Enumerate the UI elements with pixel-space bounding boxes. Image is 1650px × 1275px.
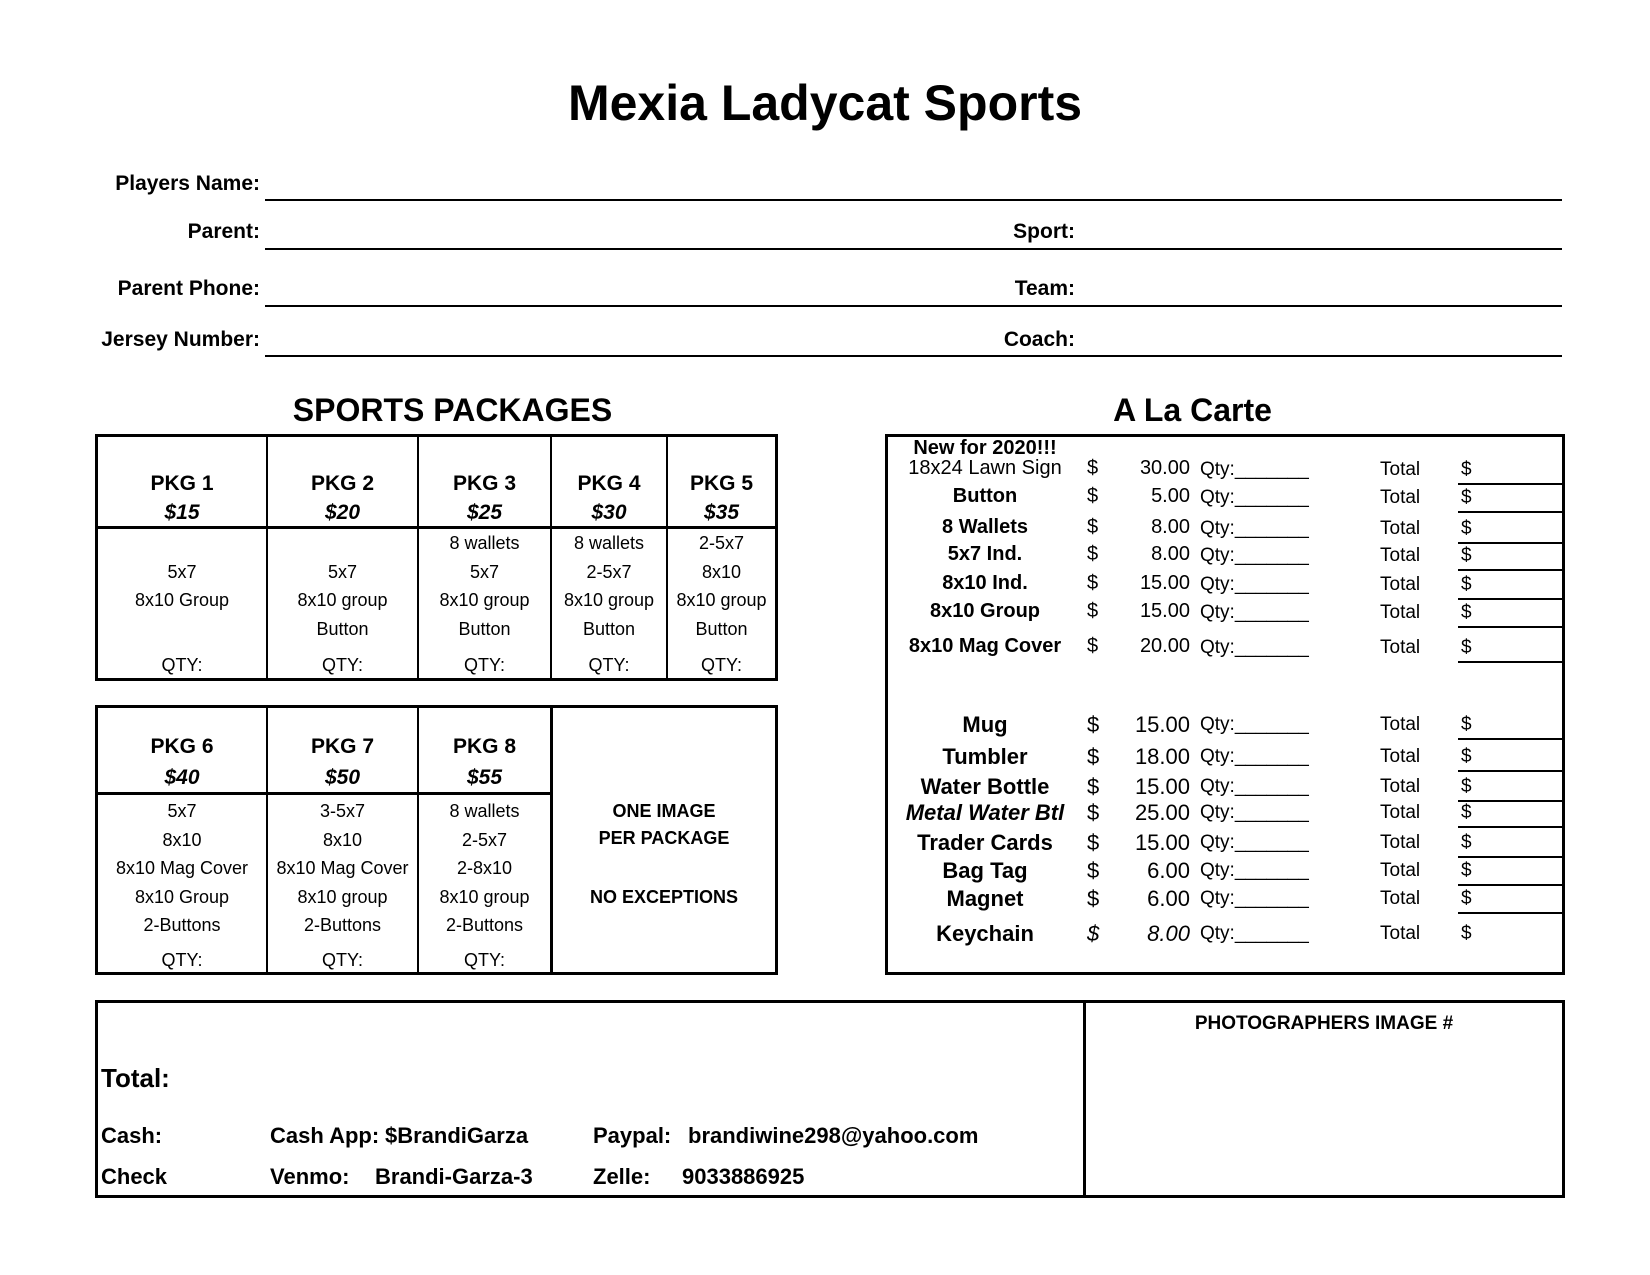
item-name: Water Bottle <box>920 774 1050 799</box>
check-label: Check <box>101 1164 168 1189</box>
package-price: $15 <box>164 501 200 524</box>
cashapp-value: $BrandiGarza <box>385 1123 529 1148</box>
qty-field[interactable]: Qty:_______ <box>1200 545 1309 566</box>
package-item: 8x10 Mag Cover <box>276 858 409 878</box>
item-name: 8x10 Ind. <box>942 572 1028 594</box>
package-item: 8x10 group <box>563 590 655 610</box>
package-item <box>98 529 266 558</box>
sport-label: Sport: <box>1013 220 1075 243</box>
package-item: 8 wallets <box>449 801 520 821</box>
venmo-value: Brandi-Garza-3 <box>375 1164 533 1189</box>
package-contents <box>268 529 417 643</box>
qty-field[interactable]: Qty:_______ <box>1200 459 1309 480</box>
package-contents <box>98 797 266 940</box>
dollar-sign: $ <box>1087 600 1099 622</box>
item-price: 15.00 <box>1134 830 1190 855</box>
item-name: 5x7 Ind. <box>947 543 1023 565</box>
package-pkg-5 <box>668 469 775 527</box>
package-item: 8x10 group <box>439 886 530 907</box>
dollar-sign: $ <box>1087 886 1100 911</box>
item-name: 8 Wallets <box>942 516 1028 538</box>
a-la-carte-row <box>885 886 1565 916</box>
packages-table-1 <box>95 434 778 681</box>
total-dollar-sign: $ <box>1461 637 1472 658</box>
total-label: Total <box>1380 637 1421 658</box>
qty-field[interactable]: Qty:_______ <box>1200 714 1309 735</box>
cash-label: Cash: <box>101 1123 163 1148</box>
package-item: 5x7 <box>327 561 358 582</box>
package-item: 8x10 <box>322 829 363 850</box>
qty-label[interactable]: QTY: <box>161 950 203 970</box>
new-for-2020-label: New for 2020!!! <box>913 437 1057 459</box>
packages-table-2 <box>95 705 778 975</box>
item-price: 8.00 <box>1147 921 1190 946</box>
dollar-sign: $ <box>1087 858 1100 883</box>
qty-label[interactable]: QTY: <box>700 655 742 675</box>
package-contents <box>552 529 666 643</box>
package-item: 8x10 Group <box>134 886 230 907</box>
package-item: 8 wallets <box>573 533 645 553</box>
parent-field[interactable] <box>265 248 1562 250</box>
a-la-carte-row <box>885 744 1565 774</box>
package-item: 8x10 Group <box>134 590 230 610</box>
qty-label[interactable]: QTY: <box>161 655 203 675</box>
package-name: PKG 2 <box>310 472 375 495</box>
qty-field[interactable]: Qty:_______ <box>1200 776 1309 797</box>
package-item: 2-Buttons <box>303 915 382 935</box>
zelle-value: 9033886925 <box>682 1164 805 1189</box>
qty-field[interactable]: Qty:_______ <box>1200 637 1309 658</box>
total-label: Total <box>1380 746 1421 767</box>
total-field[interactable] <box>1458 626 1562 628</box>
dollar-sign: $ <box>1087 712 1100 737</box>
package-item: 2-Buttons <box>143 915 221 935</box>
package-item: Button <box>458 618 511 639</box>
package-pkg-1 <box>98 469 266 527</box>
package-price: $25 <box>466 501 503 524</box>
total-field[interactable] <box>1458 661 1562 663</box>
package-item: 8x10 group <box>676 590 767 610</box>
item-price: 6.00 <box>1147 886 1190 911</box>
total-field[interactable] <box>1458 569 1562 571</box>
a-la-carte-row <box>885 830 1565 860</box>
qty-label[interactable]: QTY: <box>463 950 505 970</box>
item-name: Tumbler <box>942 744 1028 769</box>
qty-field[interactable]: Qty:_______ <box>1200 574 1309 595</box>
total-dollar-sign: $ <box>1461 518 1472 539</box>
package-item: 2-8x10 <box>456 858 513 878</box>
total-label: Total <box>1380 860 1421 881</box>
dollar-sign: $ <box>1087 744 1100 769</box>
package-pkg-8 <box>419 730 550 792</box>
package-notice-line-1: ONE IMAGE <box>612 801 716 821</box>
package-contents <box>419 529 550 643</box>
item-price: 15.00 <box>1134 774 1190 799</box>
package-name: PKG 8 <box>452 735 517 758</box>
item-price: 20.00 <box>1139 635 1190 657</box>
package-item: 8x10 <box>162 829 202 850</box>
package-contents <box>419 797 550 940</box>
package-item: 3-5x7 <box>319 801 366 821</box>
total-dollar-sign: $ <box>1461 602 1472 623</box>
cashapp-label: Cash App: <box>270 1123 380 1148</box>
item-price: 15.00 <box>1139 600 1190 622</box>
a-la-carte-row <box>885 858 1565 888</box>
package-price: $55 <box>466 766 503 789</box>
qty-field[interactable]: Qty:_______ <box>1200 923 1309 944</box>
package-item: 8x10 group <box>297 886 388 907</box>
coach-label: Coach: <box>1003 328 1075 351</box>
a-la-carte-row <box>885 712 1565 742</box>
package-item: 8x10 group <box>297 590 388 610</box>
package-name: PKG 1 <box>150 472 214 495</box>
item-name: Keychain <box>936 921 1034 946</box>
total-dollar-sign: $ <box>1461 459 1472 480</box>
total-dollar-sign: $ <box>1461 545 1472 566</box>
total-dollar-sign: $ <box>1461 802 1472 823</box>
item-name: Bag Tag <box>942 858 1028 883</box>
item-price: 8.00 <box>1151 516 1190 538</box>
package-item: Button <box>582 618 636 639</box>
photographers-image-label: PHOTOGRAPHERS IMAGE # <box>1194 1013 1454 1034</box>
package-item: Button <box>316 618 369 639</box>
dollar-sign: $ <box>1087 572 1099 594</box>
dollar-sign: $ <box>1087 921 1100 946</box>
total-label: Total <box>1380 487 1421 508</box>
package-price: $50 <box>324 766 361 789</box>
package-name: PKG 3 <box>452 472 517 495</box>
total-label: Total <box>1380 923 1421 944</box>
players-name-field[interactable] <box>265 199 1562 201</box>
item-name: 18x24 Lawn Sign <box>908 457 1062 479</box>
package-item: 2-Buttons <box>445 915 524 935</box>
dollar-sign: $ <box>1087 800 1100 825</box>
total-label: Total <box>1380 545 1421 566</box>
package-pkg-3 <box>419 469 550 527</box>
item-name: Button <box>952 485 1018 507</box>
package-price: $20 <box>324 501 361 524</box>
a-la-carte-row <box>885 800 1565 830</box>
package-item: Button <box>695 618 748 639</box>
jersey-number-field[interactable] <box>265 355 1562 357</box>
package-price: $30 <box>591 501 627 524</box>
package-item: 8x10 Mag Cover <box>115 858 249 878</box>
total-dollar-sign: $ <box>1461 860 1472 881</box>
total-dollar-sign: $ <box>1461 923 1472 944</box>
item-name: 8x10 Mag Cover <box>908 635 1062 657</box>
item-name: Magnet <box>946 886 1024 911</box>
package-name: PKG 5 <box>689 472 754 495</box>
a-la-carte-row <box>885 921 1565 951</box>
package-notice-line-3: NO EXCEPTIONS <box>589 887 739 907</box>
total-field[interactable] <box>1458 511 1562 513</box>
package-item: 5x7 <box>167 801 197 821</box>
qty-field[interactable]: Qty:_______ <box>1200 746 1309 767</box>
qty-field[interactable]: Qty:_______ <box>1200 888 1309 909</box>
item-price: 5.00 <box>1151 485 1190 507</box>
package-price: $40 <box>164 766 200 789</box>
item-price: 25.00 <box>1134 800 1190 825</box>
item-price: 15.00 <box>1134 712 1190 737</box>
venmo-label: Venmo: <box>270 1164 350 1189</box>
total-label: Total <box>1380 802 1421 823</box>
package-item: 5x7 <box>167 561 197 582</box>
package-item: 5x7 <box>469 561 500 582</box>
dollar-sign: $ <box>1087 543 1099 565</box>
package-pkg-2 <box>268 469 417 527</box>
dollar-sign: $ <box>1087 830 1100 855</box>
total-label: Total <box>1380 776 1421 797</box>
qty-field[interactable]: Qty:_______ <box>1200 860 1309 881</box>
dollar-sign: $ <box>1087 516 1099 538</box>
total-dollar-sign: $ <box>1461 832 1472 853</box>
package-item <box>268 529 417 558</box>
item-price: 8.00 <box>1151 543 1190 565</box>
total-field[interactable] <box>1458 912 1562 914</box>
total-label: Total <box>1380 832 1421 853</box>
item-price: 18.00 <box>1134 744 1190 769</box>
a-la-carte-row <box>885 600 1565 630</box>
item-price: 6.00 <box>1147 858 1190 883</box>
zelle-label: Zelle: <box>593 1164 651 1189</box>
package-contents <box>98 529 266 643</box>
item-price: 30.00 <box>1139 457 1190 479</box>
total-label: Total <box>1380 574 1421 595</box>
header-divider <box>98 792 552 795</box>
qty-field[interactable]: Qty:_______ <box>1200 802 1309 823</box>
item-name: Mug <box>962 712 1008 737</box>
total-label: Total <box>1380 518 1421 539</box>
total-field[interactable] <box>1458 738 1562 740</box>
item-name: Trader Cards <box>917 830 1053 855</box>
paypal-value: brandiwine298@yahoo.com <box>688 1123 979 1148</box>
total-label: Total <box>1380 459 1421 480</box>
item-name: Metal Water Btl <box>905 800 1065 825</box>
parent-label: Parent: <box>187 220 260 243</box>
total-dollar-sign: $ <box>1461 487 1472 508</box>
package-pkg-6 <box>98 730 266 792</box>
jersey-number-label: Jersey Number: <box>101 328 260 351</box>
a-la-carte-row <box>885 572 1565 602</box>
qty-label[interactable]: QTY: <box>588 655 630 675</box>
qty-field[interactable]: Qty:_______ <box>1200 518 1309 539</box>
package-item <box>98 615 266 644</box>
total-dollar-sign: $ <box>1461 776 1472 797</box>
qty-label[interactable]: QTY: <box>321 655 363 675</box>
package-item: 8 wallets <box>449 533 520 553</box>
total-dollar-sign: $ <box>1461 574 1472 595</box>
parent-phone-label: Parent Phone: <box>117 277 260 300</box>
qty-label[interactable]: QTY: <box>463 655 505 675</box>
qty-field[interactable]: Qty:_______ <box>1200 487 1309 508</box>
dollar-sign: $ <box>1087 774 1100 799</box>
dollar-sign: $ <box>1087 485 1099 507</box>
package-item: 2-5x7 <box>461 829 508 850</box>
a-la-carte-heading: A La Carte <box>1113 392 1272 428</box>
package-notice-line-2: PER PACKAGE <box>598 828 730 848</box>
package-name: PKG 7 <box>310 735 375 758</box>
paypal-label: Paypal: <box>593 1123 672 1148</box>
package-item: 2-5x7 <box>586 561 632 582</box>
total-field[interactable] <box>1458 826 1562 828</box>
item-name: 8x10 Group <box>929 600 1041 622</box>
players-name-label: Players Name: <box>115 172 260 195</box>
parent-phone-field[interactable] <box>265 305 1562 307</box>
total-label: Total <box>1380 714 1421 735</box>
team-label: Team: <box>1014 277 1075 300</box>
package-item: 8x10 <box>701 561 742 582</box>
qty-field[interactable]: Qty:_______ <box>1200 602 1309 623</box>
dollar-sign: $ <box>1087 635 1099 657</box>
page-title: Mexia Ladycat Sports <box>567 75 1083 131</box>
total-dollar-sign: $ <box>1461 746 1472 767</box>
total-dollar-sign: $ <box>1461 714 1472 735</box>
package-item: 2-5x7 <box>698 533 745 553</box>
package-name: PKG 4 <box>577 472 641 495</box>
total-label: Total <box>1380 888 1421 909</box>
package-contents <box>268 797 417 940</box>
package-pkg-7 <box>268 730 417 792</box>
package-item: 8x10 group <box>439 590 530 610</box>
item-price: 15.00 <box>1139 572 1190 594</box>
a-la-carte-row <box>885 516 1565 546</box>
qty-label[interactable]: QTY: <box>321 950 363 970</box>
total-field[interactable] <box>1458 770 1562 772</box>
sports-packages-heading: SPORTS PACKAGES <box>292 392 613 428</box>
dollar-sign: $ <box>1087 457 1099 479</box>
a-la-carte-row <box>885 457 1565 487</box>
total-label: Total <box>1380 602 1421 623</box>
total-dollar-sign: $ <box>1461 888 1472 909</box>
package-contents <box>668 529 775 643</box>
a-la-carte-row <box>885 485 1565 515</box>
total-label: Total: <box>101 1063 170 1093</box>
package-name: PKG 6 <box>150 735 214 758</box>
package-price: $35 <box>703 501 740 524</box>
a-la-carte-row <box>885 543 1565 573</box>
qty-field[interactable]: Qty:_______ <box>1200 832 1309 853</box>
a-la-carte-row <box>885 635 1565 665</box>
package-pkg-4 <box>552 469 666 527</box>
